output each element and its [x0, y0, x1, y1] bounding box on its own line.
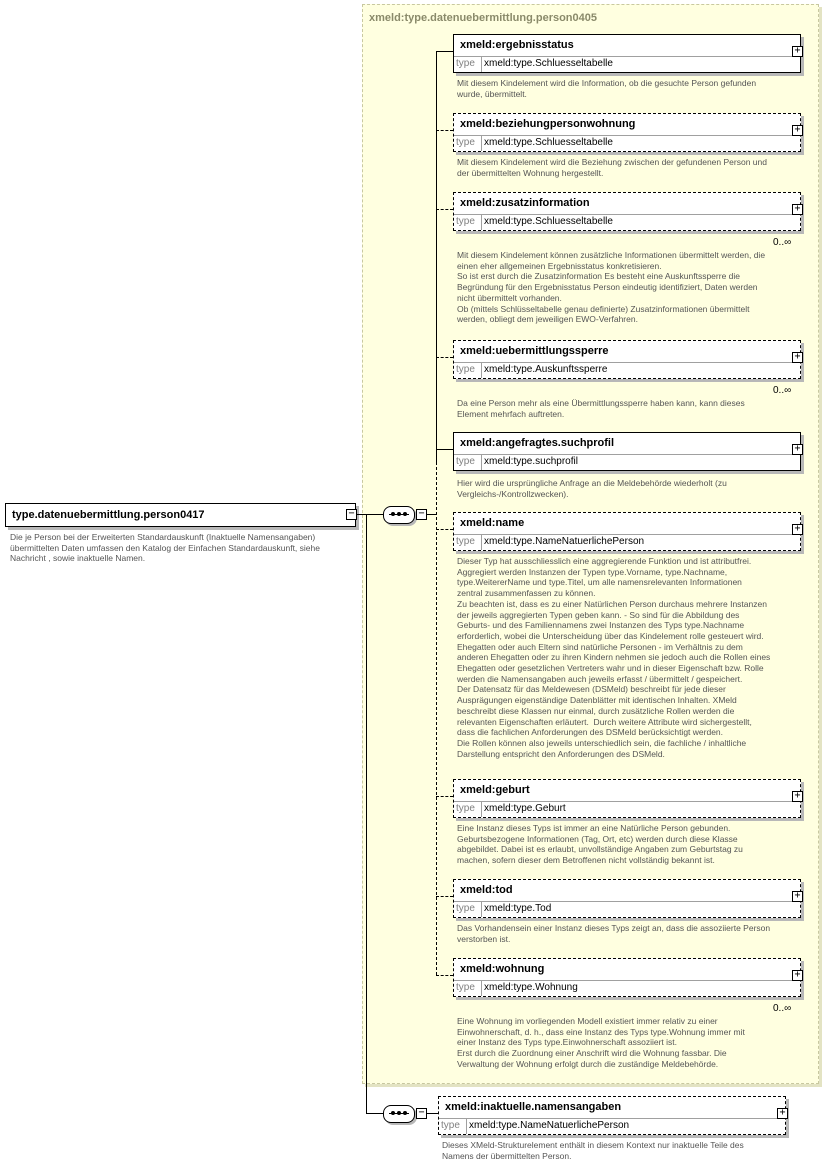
element-name: xmeld:name — [460, 517, 525, 529]
element-name: xmeld:angefragtes.suchprofil — [460, 437, 615, 449]
element-type-row — [454, 135, 800, 151]
connector-zusatzinformation — [436, 209, 453, 210]
element-box-zusatzinformation[interactable] — [453, 192, 801, 231]
sequence-spine-solid — [436, 52, 437, 462]
sequence-collapse-icon-2[interactable]: − — [416, 1108, 427, 1119]
type-key-label: type — [456, 137, 475, 148]
element-type-value: xmeld:type.Schluesseltabelle — [484, 137, 613, 148]
cardinality-wohnung: 0..∞ — [773, 1003, 792, 1014]
documentation-ergebnisstatus: Mit diesem Kindelement wird die Information, ob die gesuchte Person gefunden wurde, übermittelt. — [457, 78, 757, 99]
element-box-uebermittlungssperre[interactable] — [453, 340, 801, 379]
type-key-label: type — [456, 58, 475, 69]
documentation-zusatzinformation: Mit diesem Kindelement können zusätzliche Informationen übermittelt werden, die einen eher allgemeinen Ergebnisstatus konkretisieren. So ist erst durch die Zusatzinformation Es besteht eine Auskunftssperre die Begründung für den Ergebnisstatus Person eindeutig identifiziert, Daten werden nicht übermittelt vorhanden. Ob (mittels Schlüsseltabelle genau definierte) Zusatzinformationen übermittelt werden, obliegt dem jeweiligen EWO-Verfahren. — [457, 250, 766, 325]
element-type-row — [454, 534, 800, 550]
documentation-uebermittlungssperre: Da eine Person mehr als eine Übermittlungssperre haben kann, kann dieses Element mehrfach auftreten. — [457, 398, 745, 419]
element-name: xmeld:geburt — [460, 784, 530, 796]
element-type-value: xmeld:type.NameNatuerlichePerson — [469, 1120, 630, 1131]
element-box-beziehungpersonwohnung[interactable] — [453, 113, 801, 152]
branch-connector-lower — [366, 1113, 384, 1114]
sequence-compositor-icon-2[interactable] — [383, 1105, 415, 1123]
root-documentation: Die je Person bei der Erweiterten Standardauskunft (Inaktuelle Namensangaben) übermittelten Daten umfassen den Katalog der Einfachen Standardauskunft, siehe Nachricht , sowie inaktuelle Namen. — [10, 532, 320, 564]
expand-icon-uebermittlungssperre[interactable]: + — [792, 352, 803, 363]
element-type-row — [454, 56, 800, 72]
connector-name — [436, 529, 453, 530]
sequence-out-connector — [427, 514, 436, 515]
documentation-wohnung: Eine Wohnung im vorliegenden Modell existiert immer relativ zu einer Einwohnerschaft, d. h., dass eine Instanz des Typs type.Wohnung immer mit einer Instanz des Typs type.Einwohnerschaft assoziiert ist. Erst durch die Zuordnung einer Anschrift wird die Wohnung fassbar. Die Verwaltung der Wohnung erfolgt durch die zuständige Meldebehörde. — [457, 1016, 745, 1069]
connector-wohnung — [436, 975, 453, 976]
element-name: xmeld:tod — [460, 884, 513, 896]
sequence-collapse-icon[interactable]: − — [416, 509, 427, 520]
element-box-geburt[interactable] — [453, 779, 801, 818]
element-type-row — [454, 801, 800, 817]
documentation-tod: Das Vorhandensein einer Instanz dieses Typs zeigt an, dass die assoziierte Person verstorben ist. — [457, 923, 771, 944]
expand-icon-beziehungpersonwohnung[interactable]: + — [792, 125, 803, 136]
element-type-row — [454, 214, 800, 230]
type-key-label: type — [456, 216, 475, 227]
element-type-value: xmeld:type.Auskunftssperre — [484, 364, 608, 375]
expand-icon-geburt[interactable]: + — [792, 791, 803, 802]
documentation-beziehungpersonwohnung: Mit diesem Kindelement wird die Beziehung zwischen der gefundenen Person und der übermittelten Wohnung hergestellt. — [457, 157, 767, 178]
element-type-row — [454, 454, 800, 470]
expand-icon-name[interactable]: + — [792, 524, 803, 535]
root-connector — [357, 514, 383, 515]
root-collapse-icon[interactable]: − — [346, 509, 357, 520]
type-key-label: type — [456, 536, 475, 547]
cardinality-uebermittlungssperre: 0..∞ — [773, 385, 792, 396]
element-type-value: xmeld:type.Tod — [484, 903, 552, 914]
element-type-value: xmeld:type.Geburt — [484, 803, 566, 814]
connector-tod — [436, 896, 453, 897]
type-key-label: type — [456, 903, 475, 914]
connector-geburt — [436, 796, 453, 797]
element-box-name[interactable] — [453, 512, 801, 551]
element-type-value: xmeld:type.Schluesseltabelle — [484, 58, 613, 69]
element-type-row — [454, 901, 800, 917]
element-type-value: xmeld:type.Wohnung — [484, 982, 578, 993]
documentation-inaktuelle-namensangaben: Dieses XMeld-Strukturelement enthält in diesem Kontext nur inaktuelle Teile des Namens der übermittelten Person. — [442, 1140, 744, 1161]
type-key-label: type — [441, 1120, 460, 1131]
type-key-label: type — [456, 456, 475, 467]
element-box-angefragtes-suchprofil[interactable] — [453, 432, 801, 471]
element-type-value: xmeld:type.NameNatuerlichePerson — [484, 536, 645, 547]
documentation-geburt: Eine Instanz dieses Typs ist immer an eine Natürliche Person gebunden. Geburtsbezogene Informationen (Tag, Ort, etc) werden durch diese Klasse abgebildet. Dabei ist es erlaubt, unvollständige Angaben zum Geburtstag zu machen, sofern dieser dem Betroffenen nicht vollständig bekannt ist. — [457, 823, 743, 866]
connector-uebermittlungssperre — [436, 357, 453, 358]
expand-icon-wohnung[interactable]: + — [792, 970, 803, 981]
root-type-box[interactable] — [5, 503, 356, 527]
expand-icon-tod[interactable]: + — [792, 891, 803, 902]
expand-icon-inaktuelle-namensangaben[interactable]: + — [777, 1108, 788, 1119]
element-box-tod[interactable] — [453, 879, 801, 918]
element-type-value: xmeld:type.Schluesseltabelle — [484, 216, 613, 227]
documentation-name: Dieser Typ hat ausschliesslich eine aggregierende Funktion und ist attributfrei. Aggregiert werden Instanzen der Typen type.Vorname, type.Nachname, type.WeitererName und type.Titel, um alle namensrelevanten Informationen zentral zusammenfassen zu können. Zu beachten ist, dass es zu einer Natürlichen Person durchaus mehrere Instanzen der jeweils aggregierten Typen geben kann. - So sind für die Abbildung des Geburts- und des Familiennamens zwei Instanzen des Typs type.Nachname erforderlich, wobei die Unterscheidung über das Kindelement rolle gesteuert wird. Ehegatten oder auch Eltern sind natürliche Personen - im Verhältnis zu dem anderen Ehegatten oder zu ihren Kindern nehmen sie jedoch auch die Rollen eines Ehegatten oder gesetzlichen Vertreters wahr und in dieser Eigenschaft bzw. Rolle werden die Namensangaben auch jeweils erfasst / übermittelt / gespeichert. Der Datensatz für das Meldewesen (DSMeld) beschreibt für jede dieser Ausprägungen eigenständige Datenblätter mit identischen Inhalten. XMeld beschreibt diese Klassen nur einmal, durch zusätzliche Rollen werden die relevanten Eigenschaften erläutert. Durch weitere Attribute wird sichergestellt, dass die fachlichen Anforderungen des DSMeld berücksichtigt werden. Die Rollen können also jeweils unterschiedlich sein, die fachliche / inhaltliche Darstellung entspricht den Anforderungen des DSMeld. — [457, 556, 771, 759]
root-branch-line — [366, 514, 367, 1114]
group-type-title: xmeld:type.datenuebermittlung.person0405 — [369, 12, 597, 24]
element-name: xmeld:ergebnisstatus — [460, 39, 574, 51]
cardinality-zusatzinformation: 0..∞ — [773, 237, 792, 248]
element-type-row — [454, 362, 800, 378]
type-key-label: type — [456, 364, 475, 375]
connector-ergebnisstatus — [436, 51, 453, 52]
expand-icon-angefragtes-suchprofil[interactable]: + — [792, 444, 803, 455]
connector-beziehungpersonwohnung — [436, 130, 453, 131]
element-name: xmeld:zusatzinformation — [460, 197, 590, 209]
root-type-name: type.datenuebermittlung.person0417 — [12, 509, 205, 521]
connector-angefragtes-suchprofil — [436, 449, 453, 450]
expand-icon-zusatzinformation[interactable]: + — [792, 204, 803, 215]
element-box-ergebnisstatus[interactable] — [453, 34, 801, 73]
element-name: xmeld:uebermittlungssperre — [460, 345, 609, 357]
element-box-wohnung[interactable] — [453, 958, 801, 997]
documentation-angefragtes-suchprofil: Hier wird die ursprüngliche Anfrage an die Meldebehörde wiederholt (zu Vergleichs-/Kontrollzwecken). — [457, 478, 727, 499]
element-box-inaktuelle-namensangaben[interactable] — [438, 1096, 786, 1135]
element-type-value: xmeld:type.suchprofil — [484, 456, 578, 467]
type-key-label: type — [456, 982, 475, 993]
expand-icon-ergebnisstatus[interactable]: + — [792, 46, 803, 57]
element-name: xmeld:inaktuelle.namensangaben — [445, 1101, 622, 1113]
sequence-out-connector-2 — [427, 1113, 438, 1114]
element-type-row — [439, 1118, 785, 1134]
sequence-compositor-icon[interactable] — [383, 506, 415, 524]
element-type-row — [454, 980, 800, 996]
element-name: xmeld:wohnung — [460, 963, 545, 975]
type-key-label: type — [456, 803, 475, 814]
element-name: xmeld:beziehungpersonwohnung — [460, 118, 636, 130]
sequence-spine-dashed — [436, 462, 437, 975]
